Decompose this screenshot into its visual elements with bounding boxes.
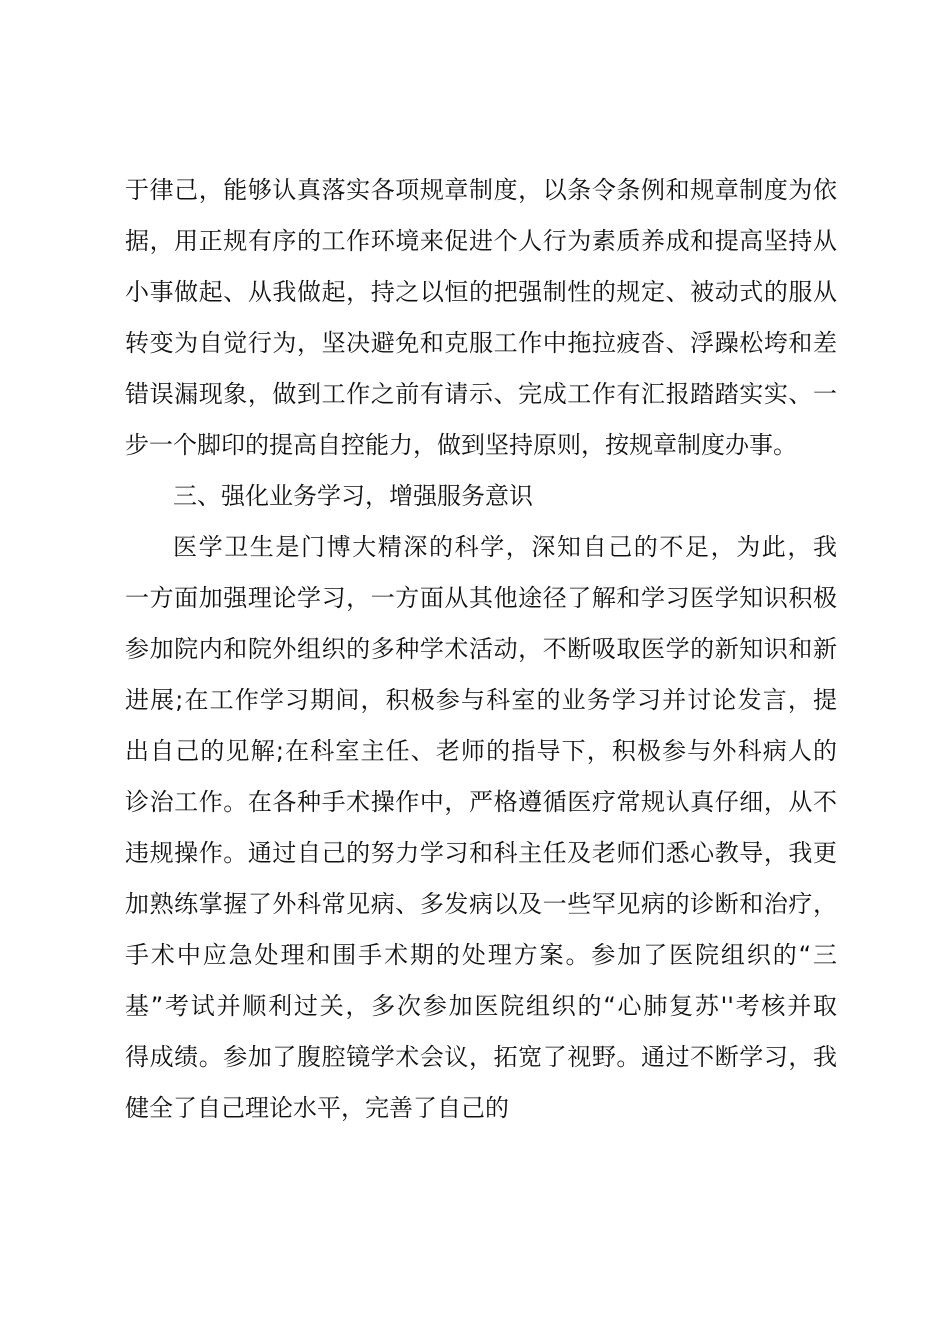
text-line: 手术中应急处理和围手术期的处理方案。参加了医院组织的“三 [125, 941, 837, 969]
text-line: 参加院内和院外组织的多种学术活动，不断吸取医学的新知识和新 [125, 635, 837, 663]
text-line: 违规操作。通过自己的努力学习和科主任及老师们悉心教导，我更 [125, 839, 837, 867]
text-line: 进展;在工作学习期间，积极参与科室的业务学习并讨论发言，提 [125, 686, 837, 714]
text-line: 一方面加强理论学习，一方面从其他途径了解和学习医学知识积极 [125, 584, 837, 612]
text-line: 出自己的见解;在科室主任、老师的指导下，积极参与外科病人的 [125, 737, 837, 765]
text-line: 小事做起、从我做起，持之以恒的把强制性的规定、被动式的服从 [125, 278, 837, 306]
text-line: 健全了自己理论水平，完善了自己的 [125, 1094, 509, 1122]
text-line: 于律己，能够认真落实各项规章制度，以条令条例和规章制度为依 [125, 176, 837, 204]
document-body [125, 165, 845, 1134]
text-line: 得成绩。参加了腹腔镜学术会议，拓宽了视野。通过不断学习，我 [125, 1043, 837, 1071]
text-line: 医学卫生是门博大精深的科学，深知自己的不足，为此，我 [173, 533, 837, 561]
text-line: 转变为自觉行为，坚决避免和克服工作中拖拉疲沓、浮躁松垮和差 [125, 329, 837, 357]
text-line: 诊治工作。在各种手术操作中，严格遵循医疗常规认真仔细，从不 [125, 788, 837, 816]
text-line: 基”考试并顺利过关，多次参加医院组织的“心肺复苏''考核并取 [125, 992, 837, 1020]
text-line: 步一个脚印的提高自控能力，做到坚持原则，按规章制度办事。 [125, 431, 797, 459]
section-heading: 三、强化业务学习，增强服务意识 [173, 482, 533, 510]
text-line: 加熟练掌握了外科常见病、多发病以及一些罕见病的诊断和治疗， [125, 890, 837, 918]
text-line: 错误漏现象，做到工作之前有请示、完成工作有汇报踏踏实实、一 [125, 380, 837, 408]
text-line: 据，用正规有序的工作环境来促进个人行为素质养成和提高坚持从 [125, 227, 837, 255]
